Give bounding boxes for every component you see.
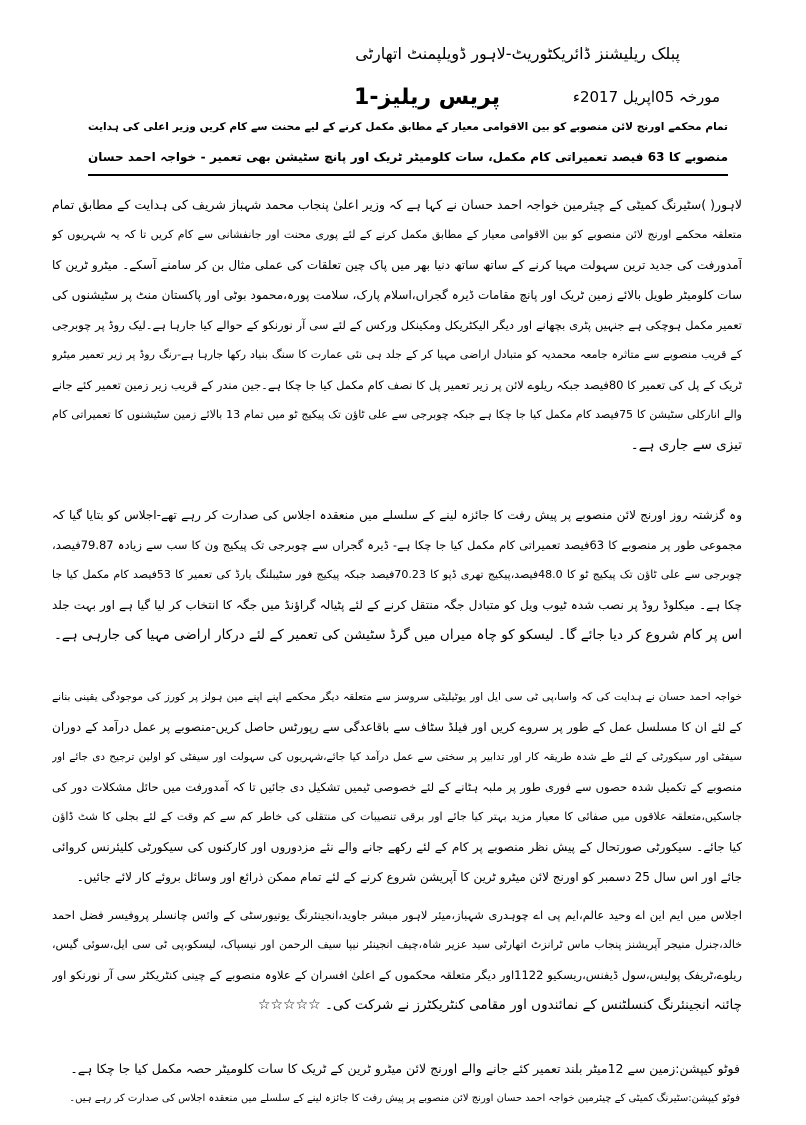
text-line: سات کلومیٹر طویل بالائے زمین ٹریک اور پانچ مقامات ڈیرہ گجراں،اسلام پارک، سلامت پورہ،محمود بوٹی اور پاکستان منٹ پر سٹیشنوں کی <box>52 288 742 302</box>
headline-line-2: منصوبے کا 63 فیصد تعمیراتی کام مکمل، سات کلومیٹر ٹریک اور پانچ سٹیشن بھی تعمیر - خواجہ احمد حسان <box>88 150 728 164</box>
photo-caption-1: فوٹو کیپشن:زمین سے 12میٹر بلند تعمیر کئے جانے والے اورنج لائن میٹرو ٹرین کے ٹریک کا سات کلومیٹر حصہ مکمل کیا جا چکا ہے۔ <box>70 1061 740 1076</box>
headline-underline <box>88 174 728 176</box>
text-line: چکا ہے۔ میکلوڈ روڈ پر نصب شدہ ٹیوب ویل کو متبادل جگہ منتقل کرنے کے لئے پٹیالہ گراؤنڈ میں جگہ کا انتخاب کر لیا گیا ہے اور بہت جلد <box>52 598 742 612</box>
closing-sentence: چائنہ انجینئرنگ کنسلٹنس کے نمائندوں اور مقامی کنٹریکٹرز نے شرکت کی۔ <box>324 997 742 1013</box>
end-stars-icon: ☆☆☆☆☆ <box>257 997 321 1013</box>
text-line: ریلوے،ٹریفک پولیس،سول ڈیفنس،ریسکیو 1122اور دیگر متعلقہ محکموں کے اعلیٰ افسران کے علاوہ منصوبے کے چینی کنٹریکٹر سی آر نورنکو اور <box>52 968 742 982</box>
paragraph-4 <box>52 900 742 1020</box>
text-line: جاسکیں،متعلقہ علاقوں میں صفائی کا معیار مزید بہتر کیا جائے اور برقی تنصیبات کی منتقلی کی خاطر کم سے کم وقت کے لئے بجلی کا شٹ ڈاؤن <box>52 810 742 823</box>
text-line <box>52 990 742 1020</box>
text-line: اجلاس میں ایم این اے وحید عالم،ایم پی اے چوہدری شہباز،میئر لاہور مبشر جاوید،انجینئرنگ یونیورسٹی کے وائس چانسلر پروفیسر فضل احمد <box>52 908 742 922</box>
text-line: منصوبے کے تکمیل شدہ حصوں سے فوری طور پر ملبہ ہٹانے کے لئے خصوصی ٹیمیں تشکیل دی جائیں تا کہ آمدورفت میں حائل مشکلات دور کی <box>52 780 742 794</box>
headline-line-1: تمام محکمے اورنج لائن منصوبے کو بین الاقوامی معیار کے مطابق مکمل کرنے کے لیے محنت سے کام کریں وزیر اعلی کی ہدایت <box>88 121 728 133</box>
release-title: پریس ریلیز-1 <box>354 85 500 110</box>
text-line: آمدورفت کی جدید ترین سہولت مہیا کرنے کے ساتھ ساتھ دنیا بھر میں پاک چین تعلقات کی عملی مثال بن کر سامنے آسکے۔ میٹرو ٹرین کا <box>52 258 742 272</box>
text-line: کے قریب منصوبے سے متاثرہ جامعہ محمدیہ کو متبادل اراضی مہیا کر کے جلد ہی نئی عمارت کا سنگ بنیاد رکھا جارہا ہے-رنگ روڈ پر زیر تعمیر میٹرو <box>52 348 742 361</box>
photo-captions <box>60 1054 740 1114</box>
paragraph-3 <box>52 682 742 892</box>
text-line: متعلقہ محکمے اورنج لائن منصوبے کو بین الاقوامی معیار کے مطابق مکمل کرنے کے لئے پوری محنت اور جانفشانی سے کام کریں تا کہ یہ شہریوں کو <box>52 228 742 241</box>
text-line: لاہور( )سٹیرنگ کمیٹی کے چیئرمین خواجہ احمد حسان نے کہا ہے کہ وزیر اعلیٰ پنجاب محمد شہباز شریف کی ہدایت کے مطابق تمام <box>52 197 742 212</box>
text-line: جائے اور اس سال 25 دسمبر کو اورنج لائن میٹرو ٹرین کا آپریشن شروع کرنے کے لئے تمام ممکن ذرائع اور وسائل بروئے کار لائے جائیں۔ <box>76 870 742 884</box>
text-line: والے انارکلی سٹیشن کا 75فیصد کام مکمل کیا جا چکا ہے جبکہ چوبرجی سے علی ٹاؤن تک پیکیج ٹو میں تمام 13 بالائے زمین سٹیشنوں کا تعمیراتی کام <box>52 408 742 421</box>
text-line: خواجہ احمد حسان نے ہدایت کی کہ واسا،پی ٹی سی ایل اور یوٹیلیٹی سروسز سے متعلقہ دیگر محکمے اپنے اپنے مین ہولز پر کورز کی موجودگی یقینی بنانے <box>52 691 742 703</box>
release-date: مورخہ 05اپریل 2017ء <box>572 88 720 106</box>
photo-caption-2: فوٹو کیپشن:سٹیرنگ کمیٹی کے چیئرمین خواجہ احمد حسان اورنج لائن منصوبے پر پیش رفت کا جائزہ لینے کے سلسلے میں منعقدہ اجلاس کی صدارت کر رہے ہیں۔ <box>69 1093 740 1104</box>
text-line: چوبرجی سے علی ٹاؤن تک پیکیج ٹو کا 48.0فیصد،پیکیج تھری ڈپو کا 70.23فیصد جبکہ پیکیج فور سٹیبلنگ یارڈ کی تعمیر کا 53فیصد کام مکمل کیا جا <box>52 568 742 581</box>
text-line: تعمیر مکمل ہوچکی ہے جنہیں پٹری بچھانے اور دیگر الیکٹریکل ومکینکل ورکس کے لئے سی آر نورنکو کے حوالے کیا جارہا ہے۔لیک روڈ پر چوبرجی <box>52 318 742 332</box>
text-line: کے لئے ان کا مسلسل عمل کے طور پر سروے کریں اور فیلڈ سٹاف سے باقاعدگی سے رپورٹس حاصل کریں-منصوبے پر عمل درآمد کے دوران <box>52 720 742 734</box>
text-line: مجموعی طور پر منصوبے کا 63فیصد تعمیراتی کام مکمل کیا جا چکا ہے- ڈیرہ گجراں سے چوبرجی تک پیکیج ون کا سب سے زیادہ 79.87فیصد، <box>52 538 742 552</box>
organization-header: پبلک ریلیشنز ڈائریکٹوریٹ-لاہور ڈویلپمنٹ اتھارٹی <box>355 44 680 63</box>
text-line: خالد،جنرل منیجر آپریشنز پنجاب ماس ٹرانزٹ اتھارٹی سید عزیر شاہ،چیف انجینئر نیپا سیف الرحمن اور نیسپاک، لیسکو،پی ٹی سی ایل،سوئی گیس، <box>52 938 742 951</box>
text-line: ٹریک کے پل کی تعمیر کا 80فیصد جبکہ ریلوے لائن پر زیر تعمیر پل کا نصف کام مکمل کیا جا چکا ہے۔جین مندر کے قریب زیر زمین تعمیر کئے جانے <box>52 378 742 392</box>
text-line: اس پر کام شروع کر دیا جائے گا۔ لیسکو کو چاہ میراں میں گرڈ سٹیشن کی تعمیر کے لئے درکار اراضی مہیا کی جارہی ہے۔ <box>53 627 742 643</box>
text-line: وہ گزشتہ روز اورنج لائن منصوبے پر پیش رفت کا جائزہ لینے کے سلسلے میں منعقدہ اجلاس کی صدارت کر رہے تھے-اجلاس کو بتایا گیا کہ <box>52 508 742 522</box>
text-line: سیفٹی اور سیکورٹی کے لئے طے شدہ طریقہ کار اور تدابیر پر سختی سے عمل درآمد کیا جائے،شہریوں کی سہولت اور سیفٹی کو اولین ترجیح دی جائے اور <box>52 751 742 763</box>
text-line: کیا جائے۔ سیکورٹی صورتحال کے پیش نظر منصوبے پر کام کے لئے رکھے جانے والے نئے مزدوروں اور کارکنوں کی سیکورٹی کلیئرنس کروائی <box>52 840 742 854</box>
paragraph-2 <box>52 500 742 650</box>
text-line: تیزی سے جاری ہے۔ <box>630 437 742 453</box>
paragraph-1 <box>52 190 742 460</box>
